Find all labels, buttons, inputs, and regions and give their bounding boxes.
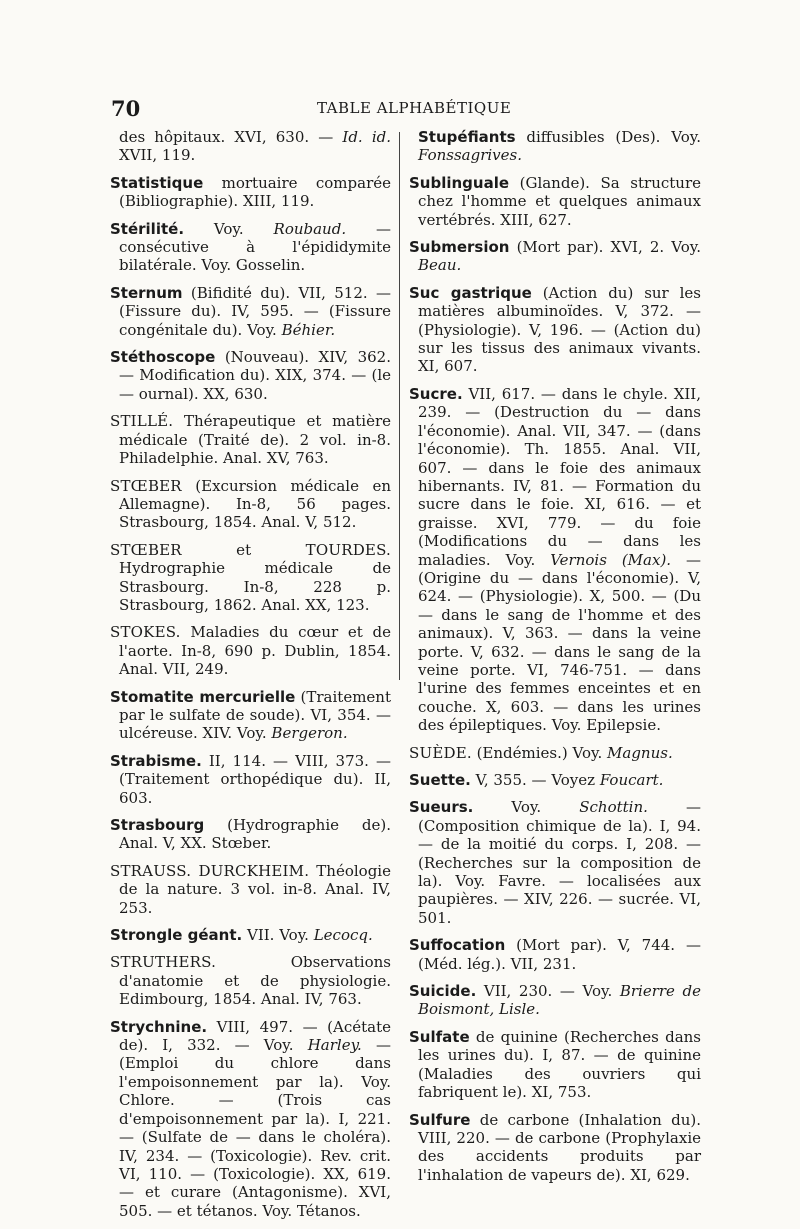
- entry-headword: Stérilité.: [110, 219, 185, 238]
- entry-text: de carbone (Inhalation du). VIII, 220. — de carbone (Prophylaxie des accidents produits par l'inhalation de vapeurs de). XI, 629.: [418, 1110, 706, 1184]
- entry-headword: Strongle géant.: [110, 926, 243, 945]
- entry-reference: Lecocq.: [313, 926, 373, 945]
- index-entry: [110, 219, 396, 275]
- entry-reference: Magnus.: [607, 743, 673, 762]
- entry-headword: Statistique: [110, 173, 204, 192]
- index-entry: [110, 128, 396, 165]
- entry-text: (Hydrographie de). Anal. V, XX. Stœber.: [119, 816, 396, 853]
- index-entry: [110, 348, 396, 403]
- entry-text: (Bifidité du). VII, 512. — (Fissure du). IV, 595. — (Fissure congénitale du). Voy.: [119, 283, 396, 339]
- entry-text: mortuaire comparée (Bibliographie). XIII, 119.: [119, 173, 396, 211]
- entry-headword: Strasbourg: [110, 816, 205, 834]
- entry-text-tail: — (Origine du — dans l'économie). V, 624. — (Physiologie). X, 500. — (Du — dans le sang de l'homme et des animaux). V, 363. — dans la veine porte. V, 632. — dans le sang de la veine porte. VI, 746-751. — dans l'urine des femmes enceintes et en couche. X, 603. — dans les urines des épileptiques. Voy. Epilepsie.: [418, 550, 706, 735]
- entry-headword: Sternum: [110, 283, 183, 302]
- entry-author: STŒBER et TOURDES.: [110, 540, 391, 559]
- entry-reference: Foucart.: [599, 771, 664, 789]
- entry-headword: Sublinguale: [409, 173, 510, 192]
- entry-text: (Action du) sur les matières albuminoïdes. V, 372. — (Physiologie). V, 196. — (Action du) sur les tissus des animaux vivants. XI, 607.: [418, 283, 706, 376]
- entry-text: VII, 617. — dans le chyle. XII, 239. — (Destruction du — dans l'économie). Anal. VII, 347. — (dans l'économie). Th. 1855. Anal. VII, 607. — dans le foie des animaux hibernants. IV, 81. — Formation du sucre dans le foie. XI, 616. — et graisse. XVI, 779. — du foie (Modifications du — dans les maladies. Voy.: [418, 384, 706, 569]
- index-entry: [110, 540, 396, 615]
- entry-text: (Mort par). XVI, 2. Voy.: [509, 238, 706, 257]
- entry-text: Thérapeutique et matière médicale (Traité de). 2 vol. in-8. Philadelphie. Anal. XV, 763.: [119, 412, 396, 468]
- index-entry: [110, 816, 396, 853]
- entry-reference: Béhier.: [281, 320, 336, 339]
- entry-text: Voy.: [473, 798, 580, 817]
- entry-author: STILLÉ.: [110, 412, 174, 431]
- entry-headword: Stomatite mercurielle: [110, 687, 296, 706]
- entry-reference: Harley.: [307, 1036, 362, 1055]
- index-entry: [409, 1027, 706, 1102]
- entry-text: Observations d'anatomie et de physiologie. Edimbourg, 1854. Anal. IV, 763.: [119, 953, 396, 1009]
- index-entry: [409, 798, 706, 927]
- entry-text-tail: — consécutive à l'épididymite bilatérale. Voy. Gosselin.: [119, 219, 396, 275]
- entry-author: SUÈDE.: [409, 743, 472, 762]
- entry-reference: Vernois (Max).: [550, 550, 672, 569]
- index-entry: [409, 982, 701, 1019]
- entry-text: V, 355. — Voyez: [470, 771, 600, 789]
- running-title: TABLE ALPHABÉTIQUE: [317, 99, 512, 117]
- index-entry: [110, 412, 396, 468]
- index-entry: [409, 936, 706, 973]
- entry-text: diffusibles (Des). Voy.: [515, 128, 706, 146]
- page-header: [111, 96, 711, 126]
- entry-headword: Suffocation: [409, 936, 506, 955]
- entry-text: de quinine (Recherches dans les urines du). I, 87. — de quinine (Maladies des ouvriers qui fabriquent le). XI, 753.: [418, 1027, 706, 1102]
- entry-reference: Schottin.: [579, 798, 648, 817]
- entry-author: STRUTHERS.: [110, 953, 217, 972]
- index-entry: [409, 384, 706, 735]
- entry-headword: Sulfure: [409, 1110, 471, 1129]
- index-entry: [409, 173, 706, 229]
- entry-reference: Fonssagrives.: [418, 146, 523, 165]
- entry-headword: Suette.: [409, 771, 471, 789]
- index-entry: [409, 238, 706, 275]
- entry-text-tail: XVII, 119.: [119, 128, 396, 165]
- index-entry: [409, 128, 706, 165]
- entry-author: STOKES.: [110, 623, 181, 642]
- entry-headword: Strychnine.: [110, 1017, 208, 1036]
- entry-text: Théologie de la nature. 3 vol. in-8. Anal. IV, 253.: [119, 861, 396, 917]
- entry-author: STRAUSS. DURCKHEIM.: [110, 861, 310, 880]
- entry-text: des hôpitaux. XVI, 630. —: [119, 128, 343, 146]
- index-entry: [110, 1017, 396, 1220]
- entry-text: Hydrographie médicale de Strasbourg. In-8, 228 p. Strasbourg, 1862. Anal. XX, 123.: [119, 540, 396, 614]
- index-entry: [110, 173, 396, 211]
- entry-text: (Excursion médicale en Allemagne). In-8, 56 pages. Strasbourg, 1854. Anal. V, 512.: [119, 476, 396, 532]
- entry-text: VII. Voy.: [242, 926, 314, 945]
- entry-headword: Sucre.: [409, 384, 463, 403]
- entry-text: VIII, 497. — (Acétate de). I, 332. — Voy.: [119, 1017, 396, 1055]
- index-entry: [110, 953, 396, 1009]
- index-entry: [409, 283, 706, 376]
- entry-text: VII, 230. — Voy.: [476, 982, 620, 1001]
- entry-headword: Suicide.: [409, 982, 477, 1001]
- index-entry: [110, 283, 396, 339]
- entry-text-tail: — (Emploi du chlore dans l'empoisonnement par la). Voy. Chlore. — (Trois cas d'empoisonnement par la). I, 221. — (Sulfate de — dans le choléra). IV, 234. — (Toxicologie). Rev. crit. VI, 110. — (Toxicologie). XX, 619. — et curare (Antagonisme). XVI, 505. — et tétanos. Voy. Tétanos.: [119, 1036, 396, 1220]
- index-entry: [110, 476, 396, 532]
- entry-text: (Glande). Sa structure chez l'homme et quelques animaux vertébrés. XIII, 627.: [418, 173, 706, 229]
- entry-reference: Bergeron.: [271, 724, 348, 743]
- entry-text: (Nouveau). XIV, 362. — Modification du). XIX, 374. — (le — ournal). XX, 630.: [119, 348, 396, 403]
- index-entry: [409, 771, 701, 789]
- entry-headword: Sueurs.: [409, 798, 474, 817]
- right-column: [409, 128, 706, 1193]
- entry-headword: Sulfate: [409, 1027, 470, 1046]
- entry-text-tail: — (Composition chimique de la). I, 94. — de la moitié du corps. I, 208. — (Recherches sur la composition de la). Voy. Favre. — localisées aux paupières. — XIV, 226. — sucrée. VI, 501.: [418, 798, 706, 927]
- column-divider: [399, 132, 400, 680]
- entry-headword: Stéthoscope: [110, 348, 216, 367]
- index-entry: [409, 1110, 706, 1185]
- entry-headword: Stupéfiants: [418, 128, 516, 146]
- entry-text: Voy.: [184, 219, 274, 238]
- entry-text: II, 114. — VIII, 373. —(Traitement orthopédique du). II, 603.: [119, 751, 396, 807]
- entry-reference: Beau.: [418, 256, 462, 275]
- entry-author: STŒBER: [110, 476, 182, 495]
- entry-reference: Brierre de Boismont, Lisle.: [418, 982, 701, 1019]
- entry-text: (Mort par). V, 744. — (Méd. lég.). VII, 231.: [418, 936, 706, 973]
- left-column: [110, 128, 396, 1229]
- entry-reference: Roubaud.: [273, 219, 347, 238]
- index-entry: [110, 687, 396, 743]
- index-entry: [409, 744, 701, 762]
- index-entry: [110, 861, 396, 917]
- entry-headword: Strabisme.: [110, 751, 202, 770]
- entry-text: (Endémies.) Voy.: [471, 743, 608, 762]
- entry-headword: Suc gastrique: [409, 283, 532, 302]
- entry-reference: Id. id.: [342, 128, 392, 146]
- entry-headword: Submersion: [409, 238, 510, 257]
- index-entry: [110, 623, 396, 679]
- index-entry: [110, 926, 391, 944]
- page-number: 70: [111, 96, 141, 121]
- entry-text: (Traitement par le sulfate de soude). VI, 354. — ulcéreuse. XIV. Voy.: [119, 687, 396, 743]
- entry-text: Maladies du cœur et de l'aorte. In-8, 690 p. Dublin, 1854. Anal. VII, 249.: [119, 623, 396, 679]
- index-entry: [110, 751, 396, 807]
